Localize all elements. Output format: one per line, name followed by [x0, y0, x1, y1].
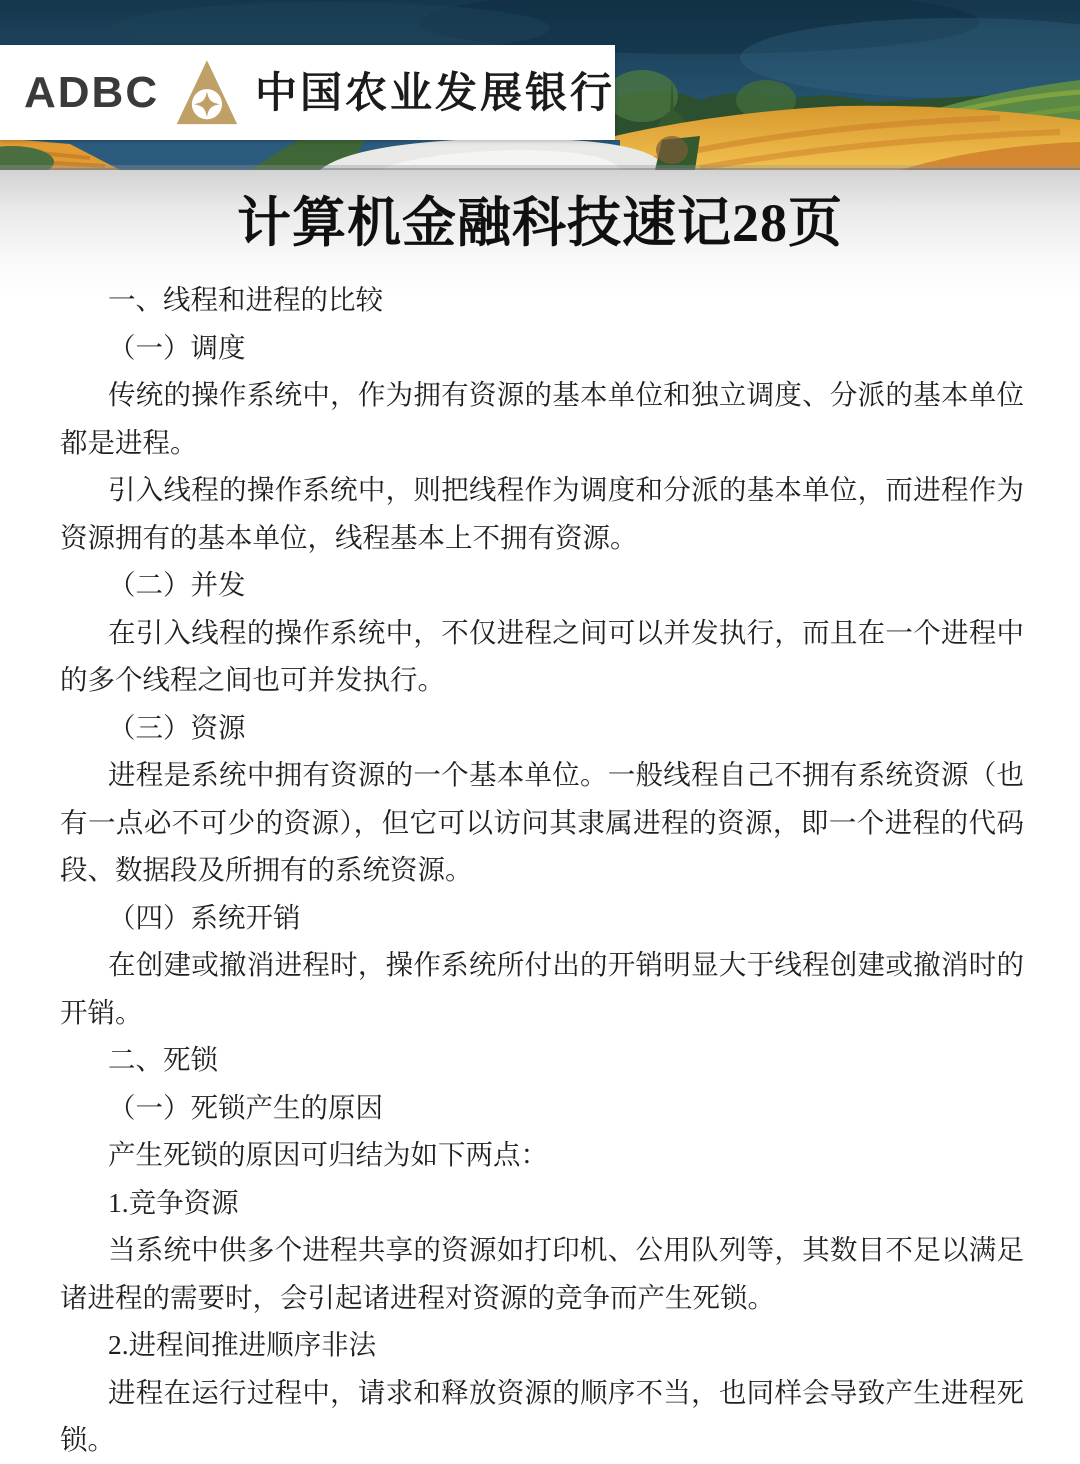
paragraph: 在引入线程的操作系统中，不仅进程之间可以并发执行，而且在一个进程中的多个线程之间也可并发执行。 — [60, 616, 1024, 695]
page-title: 计算机金融科技速记28页 — [237, 193, 843, 253]
banner — [0, 0, 1080, 170]
bank-logo — [0, 45, 615, 140]
adbc-wordmark: ADBC — [24, 67, 160, 117]
paragraph: 1.竞争资源 — [108, 1186, 239, 1218]
paragraph: （二）并发 — [108, 569, 246, 600]
paragraph: （一）调度 — [108, 331, 246, 363]
paragraph: （一）死锁产生的原因 — [108, 1091, 383, 1123]
paragraph: 传统的操作系统中，作为拥有资源的基本单位和独立调度、分派的基本单位都是进程。 — [60, 379, 1024, 458]
paragraph: 进程是系统中拥有资源的一个基本单位。一般线程自己不拥有系统资源（也有一点必不可少的资源），但它可以访问其隶属进程的资源，即一个进程的代码段、数据段及所拥有的系统资源。 — [60, 759, 1024, 885]
page-content — [0, 170, 1080, 1455]
paragraph: （四）系统开销 — [108, 901, 301, 933]
paragraph: 在创建或撤消进程时，操作系统所付出的开销明显大于线程创建或撤消时的开销。 — [60, 949, 1024, 1028]
bank-name-label: 中国农业发展银行 — [254, 68, 615, 116]
paragraph: 2.进程间推进顺序非法 — [108, 1329, 377, 1360]
paragraph: （三）资源 — [108, 711, 246, 743]
paragraph: 一、线程和进程的比较 — [108, 284, 383, 315]
paragraph: 当系统中供多个进程共享的资源如打印机、公用队列等，其数目不足以满足诸进程的需要时，会引起诸进程对资源的竞争而产生死锁。 — [60, 1234, 1024, 1313]
document-body — [60, 276, 1024, 1464]
paragraph: 进程在运行过程中，请求和释放资源的顺序不当，也同样会导致产生进程死锁。 — [60, 1376, 1024, 1455]
paragraph: 引入线程的操作系统中，则把线程作为调度和分派的基本单位，而进程作为资源拥有的基本单位，线程基本上不拥有资源。 — [60, 474, 1024, 553]
paragraph: 产生死锁的原因可归结为如下两点： — [108, 1139, 548, 1170]
paragraph: 二、死锁 — [108, 1044, 218, 1075]
adbc-emblem-icon — [175, 53, 239, 133]
